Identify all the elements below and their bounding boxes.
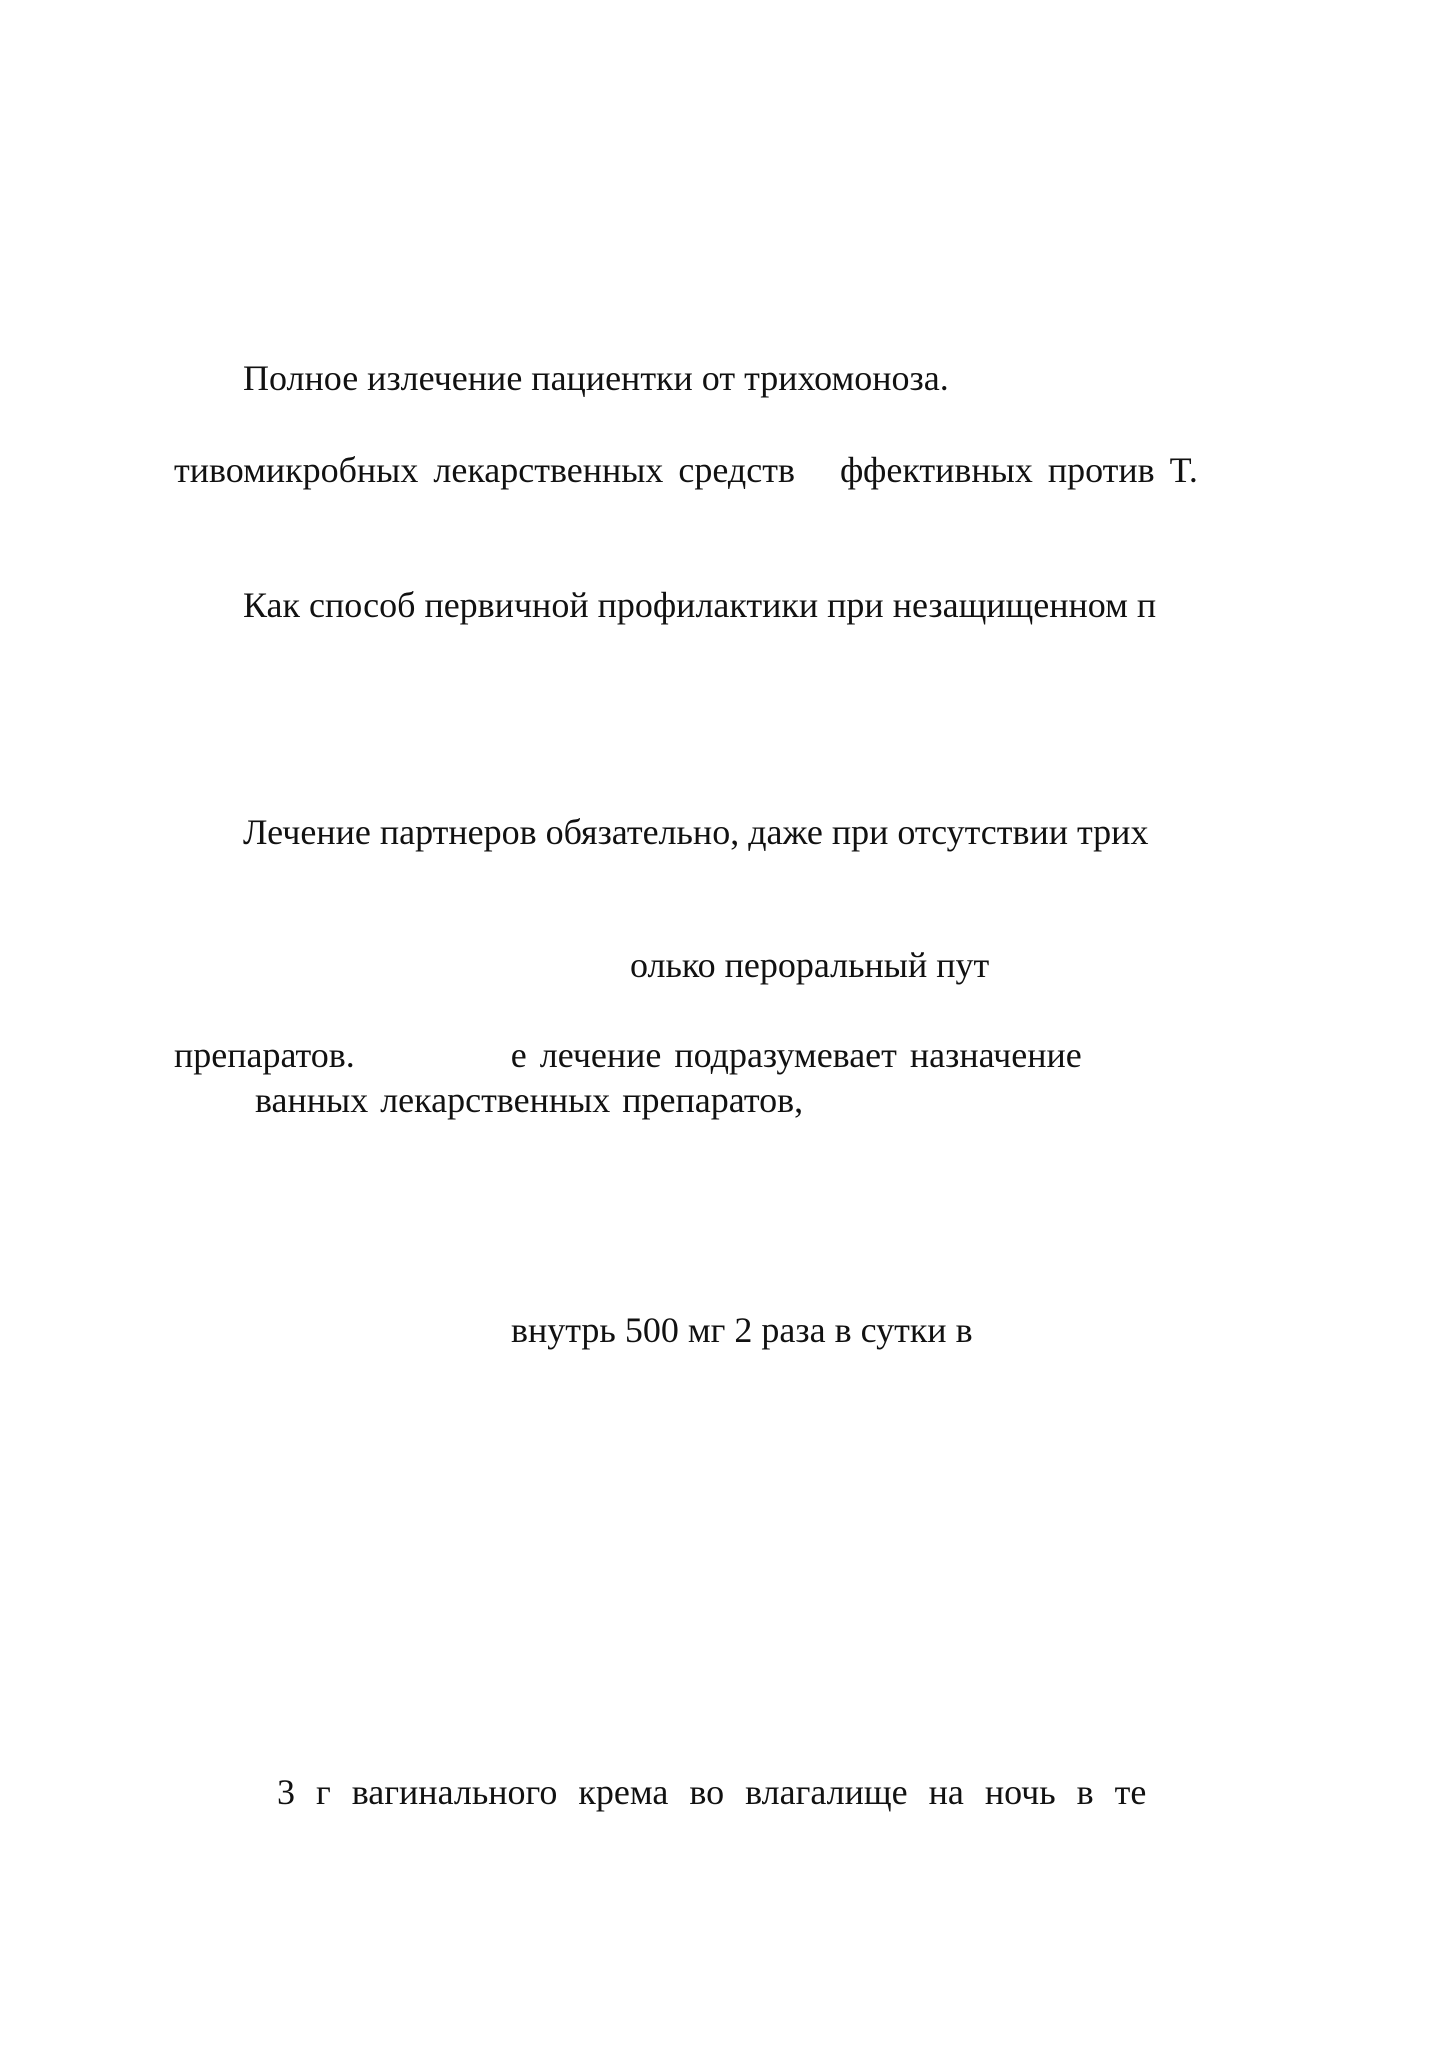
text-line-oral-dosage: внутрь 500 мг 2 раза в сутки в xyxy=(511,1310,973,1350)
text-line-vaginal-cream-dosage: 3 г вагинального крема во влагалище на ночь в те xyxy=(277,1772,1147,1812)
text-line-oral-route: олько пероральный пут xyxy=(630,945,990,985)
text-line-treatment-goal: Полное излечение пациентки от трихомоноза. xyxy=(243,358,949,398)
text-line-treatment-prescription: препаратов. е лечение подразумевает назначение xyxy=(174,1035,1082,1075)
text-line-antimicrobial-drugs: тивомикробных лекарственных средств ффективных против T. xyxy=(174,450,1198,490)
text-line-primary-prophylaxis: Как способ первичной профилактики при незащищенном п xyxy=(243,585,1157,625)
text-line-partner-treatment: Лечение партнеров обязательно, даже при отсутствии трих xyxy=(243,812,1149,852)
text-line-drug-preparations: ванных лекарственных препаратов, xyxy=(255,1080,804,1120)
